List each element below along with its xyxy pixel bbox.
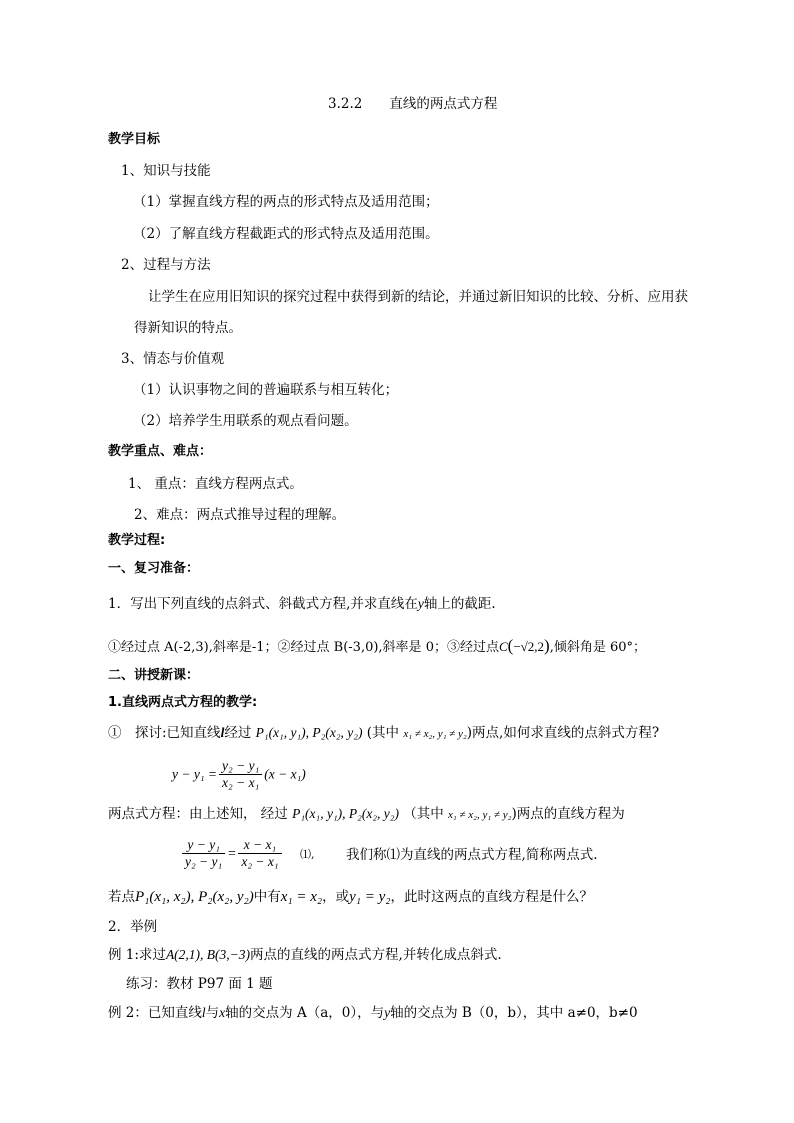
two-point-text: 两点式方程：由上述知， 经过 — [108, 806, 288, 822]
two-point-paragraph — [108, 805, 625, 824]
eq2-numerator-left: y − y₁ — [182, 837, 225, 854]
math-y-equal: y₁ = y₂ — [349, 889, 391, 905]
math-points-3: P₁(x₁, x₂), P₂(x₂, y₂) — [135, 889, 254, 905]
objective-3: 3、情态与价值观 — [121, 351, 225, 367]
explore-text-3: (其中 — [366, 725, 400, 741]
review-items-end: ,倾斜角是 60°； — [549, 640, 647, 655]
question-text-2: 中有 — [253, 889, 281, 905]
question-text-3: ，或 — [322, 889, 350, 905]
question-text: 若点 — [108, 889, 135, 905]
objective-1b: （2）了解直线方程截距式的形式特点及适用范围。 — [133, 226, 439, 242]
example-2-text: 例 2：已知直线 — [108, 1005, 202, 1021]
key-point-2: 2、难点：两点式推导过程的理解。 — [134, 507, 346, 523]
example-1-text-2: 两点的直线的两点式方程,并转化成点斜式. — [250, 947, 502, 963]
question-text-4: ，此时这两点的直线方程是什么？ — [390, 889, 593, 905]
heading-new-lesson: 二、讲授新课： — [108, 668, 200, 683]
math-point-coords: (−√2,2) — [507, 636, 550, 655]
objective-3b: （2）培养学生用联系的观点看问题。 — [133, 413, 358, 429]
objective-3a: （1）认识事物之间的普遍联系与相互转化； — [133, 382, 399, 398]
example-2 — [108, 1004, 638, 1022]
eq2-denominator-right: x₂ − x₁ — [241, 854, 279, 869]
objective-1: 1、知识与技能 — [121, 163, 211, 179]
two-point-text-3: )两点的直线方程为 — [511, 806, 625, 822]
eq1-numerator: y₂ − y₁ — [219, 758, 262, 775]
eq2-numerator-right: x − x₁ — [238, 837, 281, 854]
eq1-rhs: (x − x₁) — [264, 766, 306, 782]
review-question — [108, 595, 496, 613]
example-2-text-4: 轴的交点为 B（0，b），其中 a≠0，b≠0 — [390, 1005, 638, 1021]
math-l-2: l — [201, 1005, 206, 1020]
math-example-points: A(2,1), B(3,−3) — [165, 947, 251, 962]
heading-process: 教学过程: — [108, 533, 166, 548]
review-question-text: 1．写出下列直线的点斜式、斜截式方程,并求直线在 — [108, 596, 418, 612]
eq1-fraction — [219, 758, 262, 791]
question-paragraph — [108, 888, 593, 906]
heading-objectives: 教学目标 — [108, 132, 161, 147]
objective-1a: （1）掌握直线方程的两点的形式特点及适用范围； — [133, 194, 439, 210]
math-x-equal: x₁ = x₂ — [280, 889, 323, 905]
math-points: P₁(x₁, y₁), P₂(x₂, y₂) — [255, 725, 363, 740]
review-items — [108, 637, 646, 657]
two-point-text-2: （其中 — [403, 806, 444, 822]
example-2-text-2: 与 — [205, 1005, 220, 1021]
example-1-text: 例 1:求过 — [108, 947, 166, 963]
math-point-c: C — [498, 639, 508, 654]
review-question-text-end: 轴上的截距. — [423, 596, 496, 612]
eq1-lhs: y − y₁ = — [172, 766, 218, 782]
eq2-note: 我们称⑴为直线的两点式方程,简称两点式. — [346, 847, 598, 863]
subheading-two-point: 1.直线两点式方程的教学: — [108, 695, 258, 710]
math-y-2: y — [384, 1005, 391, 1020]
example-2-text-3: 轴的交点为 A（a，0），与 — [225, 1005, 385, 1021]
math-x: x — [219, 1005, 226, 1020]
subheading-examples: 2．举例 — [108, 919, 158, 935]
objective-2: 2、过程与方法 — [121, 257, 211, 273]
eq2-denominator-left: y₂ − y₁ — [185, 854, 223, 869]
eq2-tag: ⑴, — [300, 848, 315, 861]
math-y: y — [417, 596, 424, 611]
review-items-text: ①经过点 A(-2,3),斜率是-1；②经过点 B(-3,0),斜率是 0；③经过点 — [108, 640, 499, 655]
math-points-2: P₁(x₁, y₁), P₂(x₂, y₂) — [292, 806, 399, 821]
example-1 — [108, 946, 502, 964]
explore-text: ① 探讨:已知直线 — [108, 725, 221, 741]
equation-two-point: $\frac{\text{y − y₁}}{\text{y₂ − y₁}}$ = $\frac{\text{x − x₁}}{\text{x₂ − x₁}}$ — [180, 837, 284, 870]
explore-paragraph — [108, 724, 659, 743]
eq2-fraction-left — [182, 837, 225, 870]
eq1-denominator: x₂ − x₁ — [222, 775, 260, 790]
practice-line: 练习：教材 P97 面 1 题 — [126, 976, 273, 992]
heading-key-points: 教学重点、难点： — [108, 444, 213, 459]
math-l: l — [220, 725, 225, 740]
heading-review: 一、复习准备： — [108, 561, 200, 576]
explore-text-2: 经过 — [224, 725, 252, 741]
math-condition-2: x₁ ≠ x₂, y₁ ≠ y₂ — [448, 809, 512, 821]
math-condition: x₁ ≠ x₂, y₁ ≠ y₂ — [403, 728, 467, 740]
page-title: 3.2.2 直线的两点式方程 — [328, 96, 498, 112]
objective-2-para-2: 得新知识的特点。 — [134, 320, 242, 336]
eq2-fraction-right — [238, 837, 281, 870]
equation-point-slope — [172, 758, 306, 791]
key-point-1: 1、 重点：直线方程两点式。 — [128, 476, 303, 492]
objective-2-para-1: 让学生在应用旧知识的探究过程中获得到新的结论，并通过新旧知识的比较、分析、应用获 — [148, 289, 688, 305]
explore-text-4: )两点,如何求直线的点斜式方程? — [466, 725, 660, 741]
